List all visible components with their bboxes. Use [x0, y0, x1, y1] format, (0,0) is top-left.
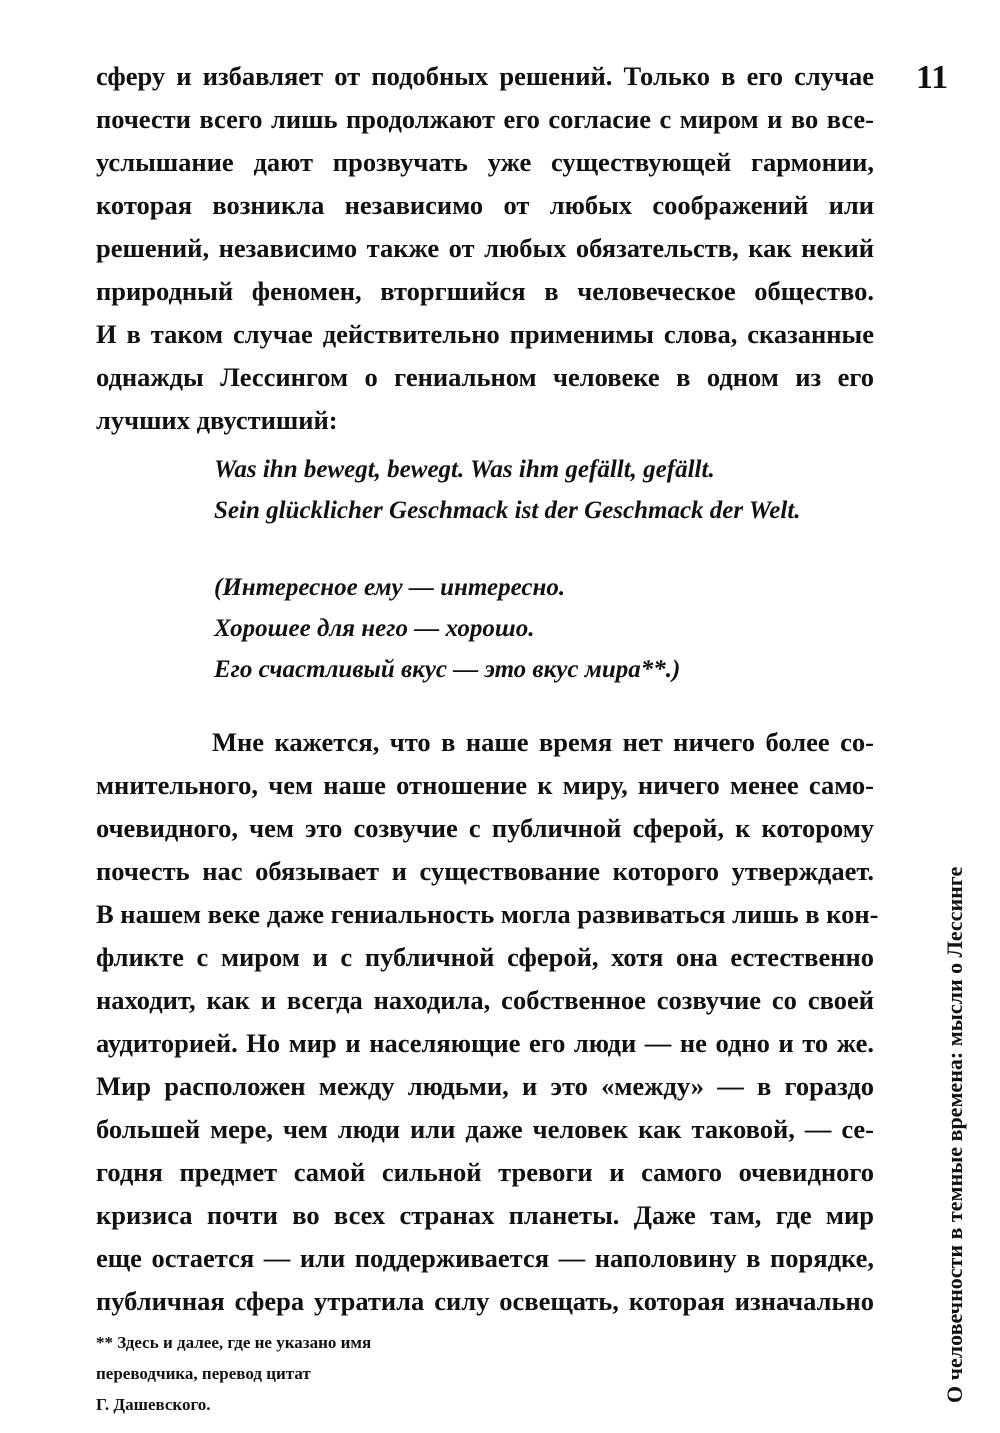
footnote-line: Г. Дашевского. — [96, 1395, 211, 1414]
text-line: аудиторией. Но мир и населяющие его люди — не одно и то же. — [96, 1028, 874, 1058]
text-line: Мир расположен между людьми, и это «между» — в гораздо — [96, 1071, 874, 1101]
running-head: О человечности в темные времена: мысли о Лессинге — [942, 866, 967, 1403]
verse-line: Sein glücklicher Geschmack ist der Geschmack der Welt. — [214, 497, 801, 524]
text-line: И в таком случае действительно применимы слова, сказанные — [96, 319, 874, 349]
text-line: Мне кажется, что в наше время нет ничего более со- — [212, 727, 874, 757]
text-line: находит, как и всегда находила, собственное созвучие со своей — [96, 985, 874, 1015]
text-line: фликте с миром и с публичной сферой, хотя она естественно — [96, 942, 874, 972]
text-line: кризиса почти во всех странах планеты. Даже там, где мир — [96, 1200, 874, 1230]
footnote-line: переводчика, перевод цитат — [96, 1364, 311, 1383]
text-line: однажды Лессингом о гениальном человеке в одном из его — [96, 362, 874, 392]
text-line: мнительного, чем наше отношение к миру, ничего менее само- — [96, 770, 874, 800]
verse-line: (Интересное ему — интересно. — [214, 574, 566, 601]
text-line: еще остается — или поддерживается — наполовину в порядке, — [96, 1243, 874, 1273]
text-line: почесть нас обязывает и существование которого утверждает. — [96, 856, 874, 886]
text-line: природный феномен, вторгшийся в человеческое общество. — [96, 276, 874, 306]
text-line: публичная сфера утратила силу освещать, которая изначально — [96, 1286, 874, 1316]
text-line: очевидного, чем это созвучие с публичной сферой, к которому — [96, 813, 874, 843]
text-line: почести всего лишь продолжают его согласие с миром и во все- — [96, 104, 874, 134]
verse-line: Was ihn bewegt, bewegt. Was ihm gefällt, gefällt. — [214, 456, 715, 483]
verse-line: Его счастливый вкус — это вкус мира**.) — [214, 656, 681, 683]
text-line: большей мере, чем люди или даже человек как таковой, — се- — [96, 1114, 874, 1144]
text-line: В нашем веке даже гениальность могла развиваться лишь в кон- — [96, 899, 879, 929]
page-number: 11 — [916, 59, 949, 96]
verse-line: Хорошее для него — хорошо. — [214, 615, 535, 642]
text-line: лучших двустиший: — [96, 405, 338, 435]
footnote-line: ** Здесь и далее, где не указано имя — [96, 1333, 372, 1352]
text-line: решений, независимо также от любых обязательств, как некий — [96, 233, 874, 263]
text-line: сферу и избавляет от подобных решений. Только в его случае — [96, 61, 874, 91]
text-line: которая возникла независимо от любых соображений или — [96, 190, 874, 220]
text-line: услышание дают прозвучать уже существующей гармонии, — [96, 147, 874, 177]
text-line: годня предмет самой сильной тревоги и самого очевидного — [96, 1157, 874, 1187]
